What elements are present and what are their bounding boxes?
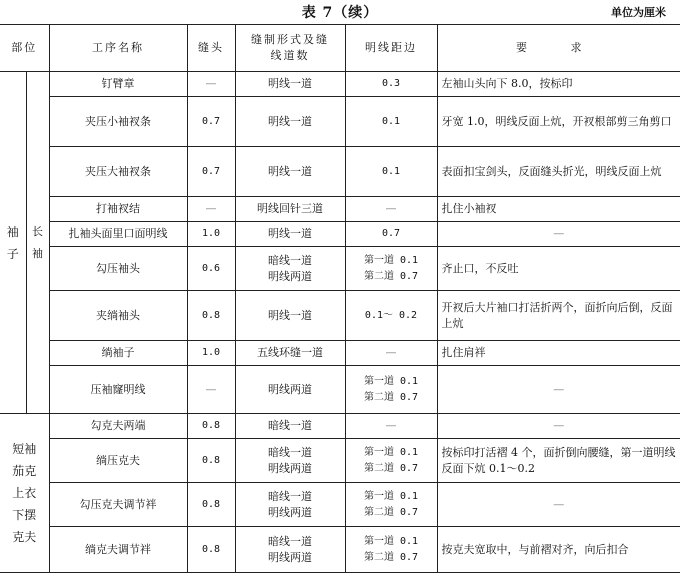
cell-stitch: 明线一道 (235, 222, 345, 247)
table-row (0, 247, 680, 291)
cell-requirement: — (437, 414, 680, 439)
cell-topstitch: — (345, 341, 437, 366)
cell-topstitch: 0.1～ 0.2 (345, 291, 437, 341)
cell-topstitch: 第一道 0.1 第二道 0.7 (345, 247, 437, 291)
cell-requirement: — (437, 366, 680, 414)
table-row (0, 439, 680, 483)
cell-topstitch: 第一道 0.1 第二道 0.7 (345, 527, 437, 573)
table-row (0, 366, 680, 414)
group-sleeve-category-label: 袖子 (6, 224, 19, 261)
cell-seam: 1.0 (187, 222, 235, 247)
cell-topstitch: — (345, 197, 437, 222)
cell-process: 绱压克夫 (49, 439, 187, 483)
group-jacket-label: 短袖茄克上衣下摆克夫 (12, 442, 37, 544)
cell-stitch: 明线一道 (235, 97, 345, 147)
cell-seam: 0.8 (187, 414, 235, 439)
cell-stitch: 暗线一道 明线两道 (235, 527, 345, 573)
cell-seam: 0.8 (187, 483, 235, 527)
cell-stitch: 暗线一道 (235, 414, 345, 439)
cell-seam: 0.8 (187, 291, 235, 341)
header-topstitch: 明线距边 (345, 25, 437, 72)
cell-seam: 0.8 (187, 439, 235, 483)
cell-seam: 0.7 (187, 97, 235, 147)
table-row (0, 527, 680, 573)
group-sleeve-sub (26, 72, 49, 414)
table-row (0, 483, 680, 527)
cell-process: 夹压小袖衩条 (49, 97, 187, 147)
cell-stitch: 暗线一道 明线两道 (235, 247, 345, 291)
process-table (0, 24, 680, 573)
cell-topstitch: 第一道 0.1 第二道 0.7 (345, 366, 437, 414)
cell-requirement: 牙宽 1.0，明线反面上炕，开衩根部剪三角剪口 (437, 97, 680, 147)
group-sleeve-sub-label: 长袖 (32, 224, 43, 260)
cell-process: 打袖衩结 (49, 197, 187, 222)
cell-requirement: 按标印打活褶 4 个，面折倒向腰缝，第一道明线反面下炕 0.1～0.2 (437, 439, 680, 483)
table-row (0, 341, 680, 366)
cell-process: 钉臂章 (49, 72, 187, 97)
cell-process: 夹绱袖头 (49, 291, 187, 341)
table-row (0, 147, 680, 197)
cell-stitch: 明线一道 (235, 147, 345, 197)
cell-topstitch: 0.1 (345, 147, 437, 197)
cell-seam: 0.6 (187, 247, 235, 291)
cell-process: 勾克夫两端 (49, 414, 187, 439)
cell-topstitch: 第一道 0.1 第二道 0.7 (345, 439, 437, 483)
cell-requirement: 左袖山头向下 8.0，按标印 (437, 72, 680, 97)
header-requirement: 要 求 (437, 25, 680, 72)
cell-requirement: 齐止口，不反吐 (437, 247, 680, 291)
cell-stitch: 明线一道 (235, 291, 345, 341)
cell-process: 勾压袖头 (49, 247, 187, 291)
header-row (0, 25, 680, 72)
unit-note: 单位为厘米 (611, 6, 666, 19)
cell-stitch: 明线回针三道 (235, 197, 345, 222)
table-title: 表 7（续） (301, 5, 379, 21)
cell-stitch: 暗线一道 明线两道 (235, 439, 345, 483)
cell-topstitch: 0.1 (345, 97, 437, 147)
cell-requirement: 扎住肩袢 (437, 341, 680, 366)
table-row (0, 291, 680, 341)
cell-requirement: 扎住小袖衩 (437, 197, 680, 222)
cell-requirement: 表面扣宝剑头，反面缝头折光，明线反面上炕 (437, 147, 680, 197)
cell-requirement: — (437, 222, 680, 247)
cell-process: 夹压大袖衩条 (49, 147, 187, 197)
table-row (0, 414, 680, 439)
cell-topstitch: 第一道 0.1 第二道 0.7 (345, 483, 437, 527)
cell-stitch: 暗线一道 明线两道 (235, 483, 345, 527)
cell-seam: — (187, 366, 235, 414)
cell-topstitch: — (345, 414, 437, 439)
cell-requirement: 按克夫宽取中，与前褶对齐，向后扣合 (437, 527, 680, 573)
cell-stitch: 明线两道 (235, 366, 345, 414)
cell-seam: 0.8 (187, 527, 235, 573)
cell-topstitch: 0.7 (345, 222, 437, 247)
group-jacket (0, 414, 49, 573)
table-row (0, 197, 680, 222)
cell-process: 绱袖子 (49, 341, 187, 366)
header-part: 部位 (0, 25, 49, 72)
table-row (0, 97, 680, 147)
table-row (0, 72, 680, 97)
group-sleeve-category (0, 72, 26, 414)
table-row (0, 222, 680, 247)
header-process: 工序名称 (49, 25, 187, 72)
cell-process: 扎袖头面里口面明线 (49, 222, 187, 247)
cell-requirement: 开衩后大片袖口打活折两个，面折向后倒，反面上炕 (437, 291, 680, 341)
cell-seam: 0.7 (187, 147, 235, 197)
cell-seam: — (187, 197, 235, 222)
cell-stitch: 五线环缝一道 (235, 341, 345, 366)
cell-seam: 1.0 (187, 341, 235, 366)
cell-process: 压袖窿明线 (49, 366, 187, 414)
cell-process: 勾压克夫调节袢 (49, 483, 187, 527)
cell-requirement: — (437, 483, 680, 527)
header-stitch: 缝制形式及缝线道数 (235, 25, 345, 72)
cell-stitch: 明线一道 (235, 72, 345, 97)
cell-process: 绱克夫调节袢 (49, 527, 187, 573)
cell-topstitch: 0.3 (345, 72, 437, 97)
header-seam: 缝头 (187, 25, 235, 72)
cell-seam: — (187, 72, 235, 97)
